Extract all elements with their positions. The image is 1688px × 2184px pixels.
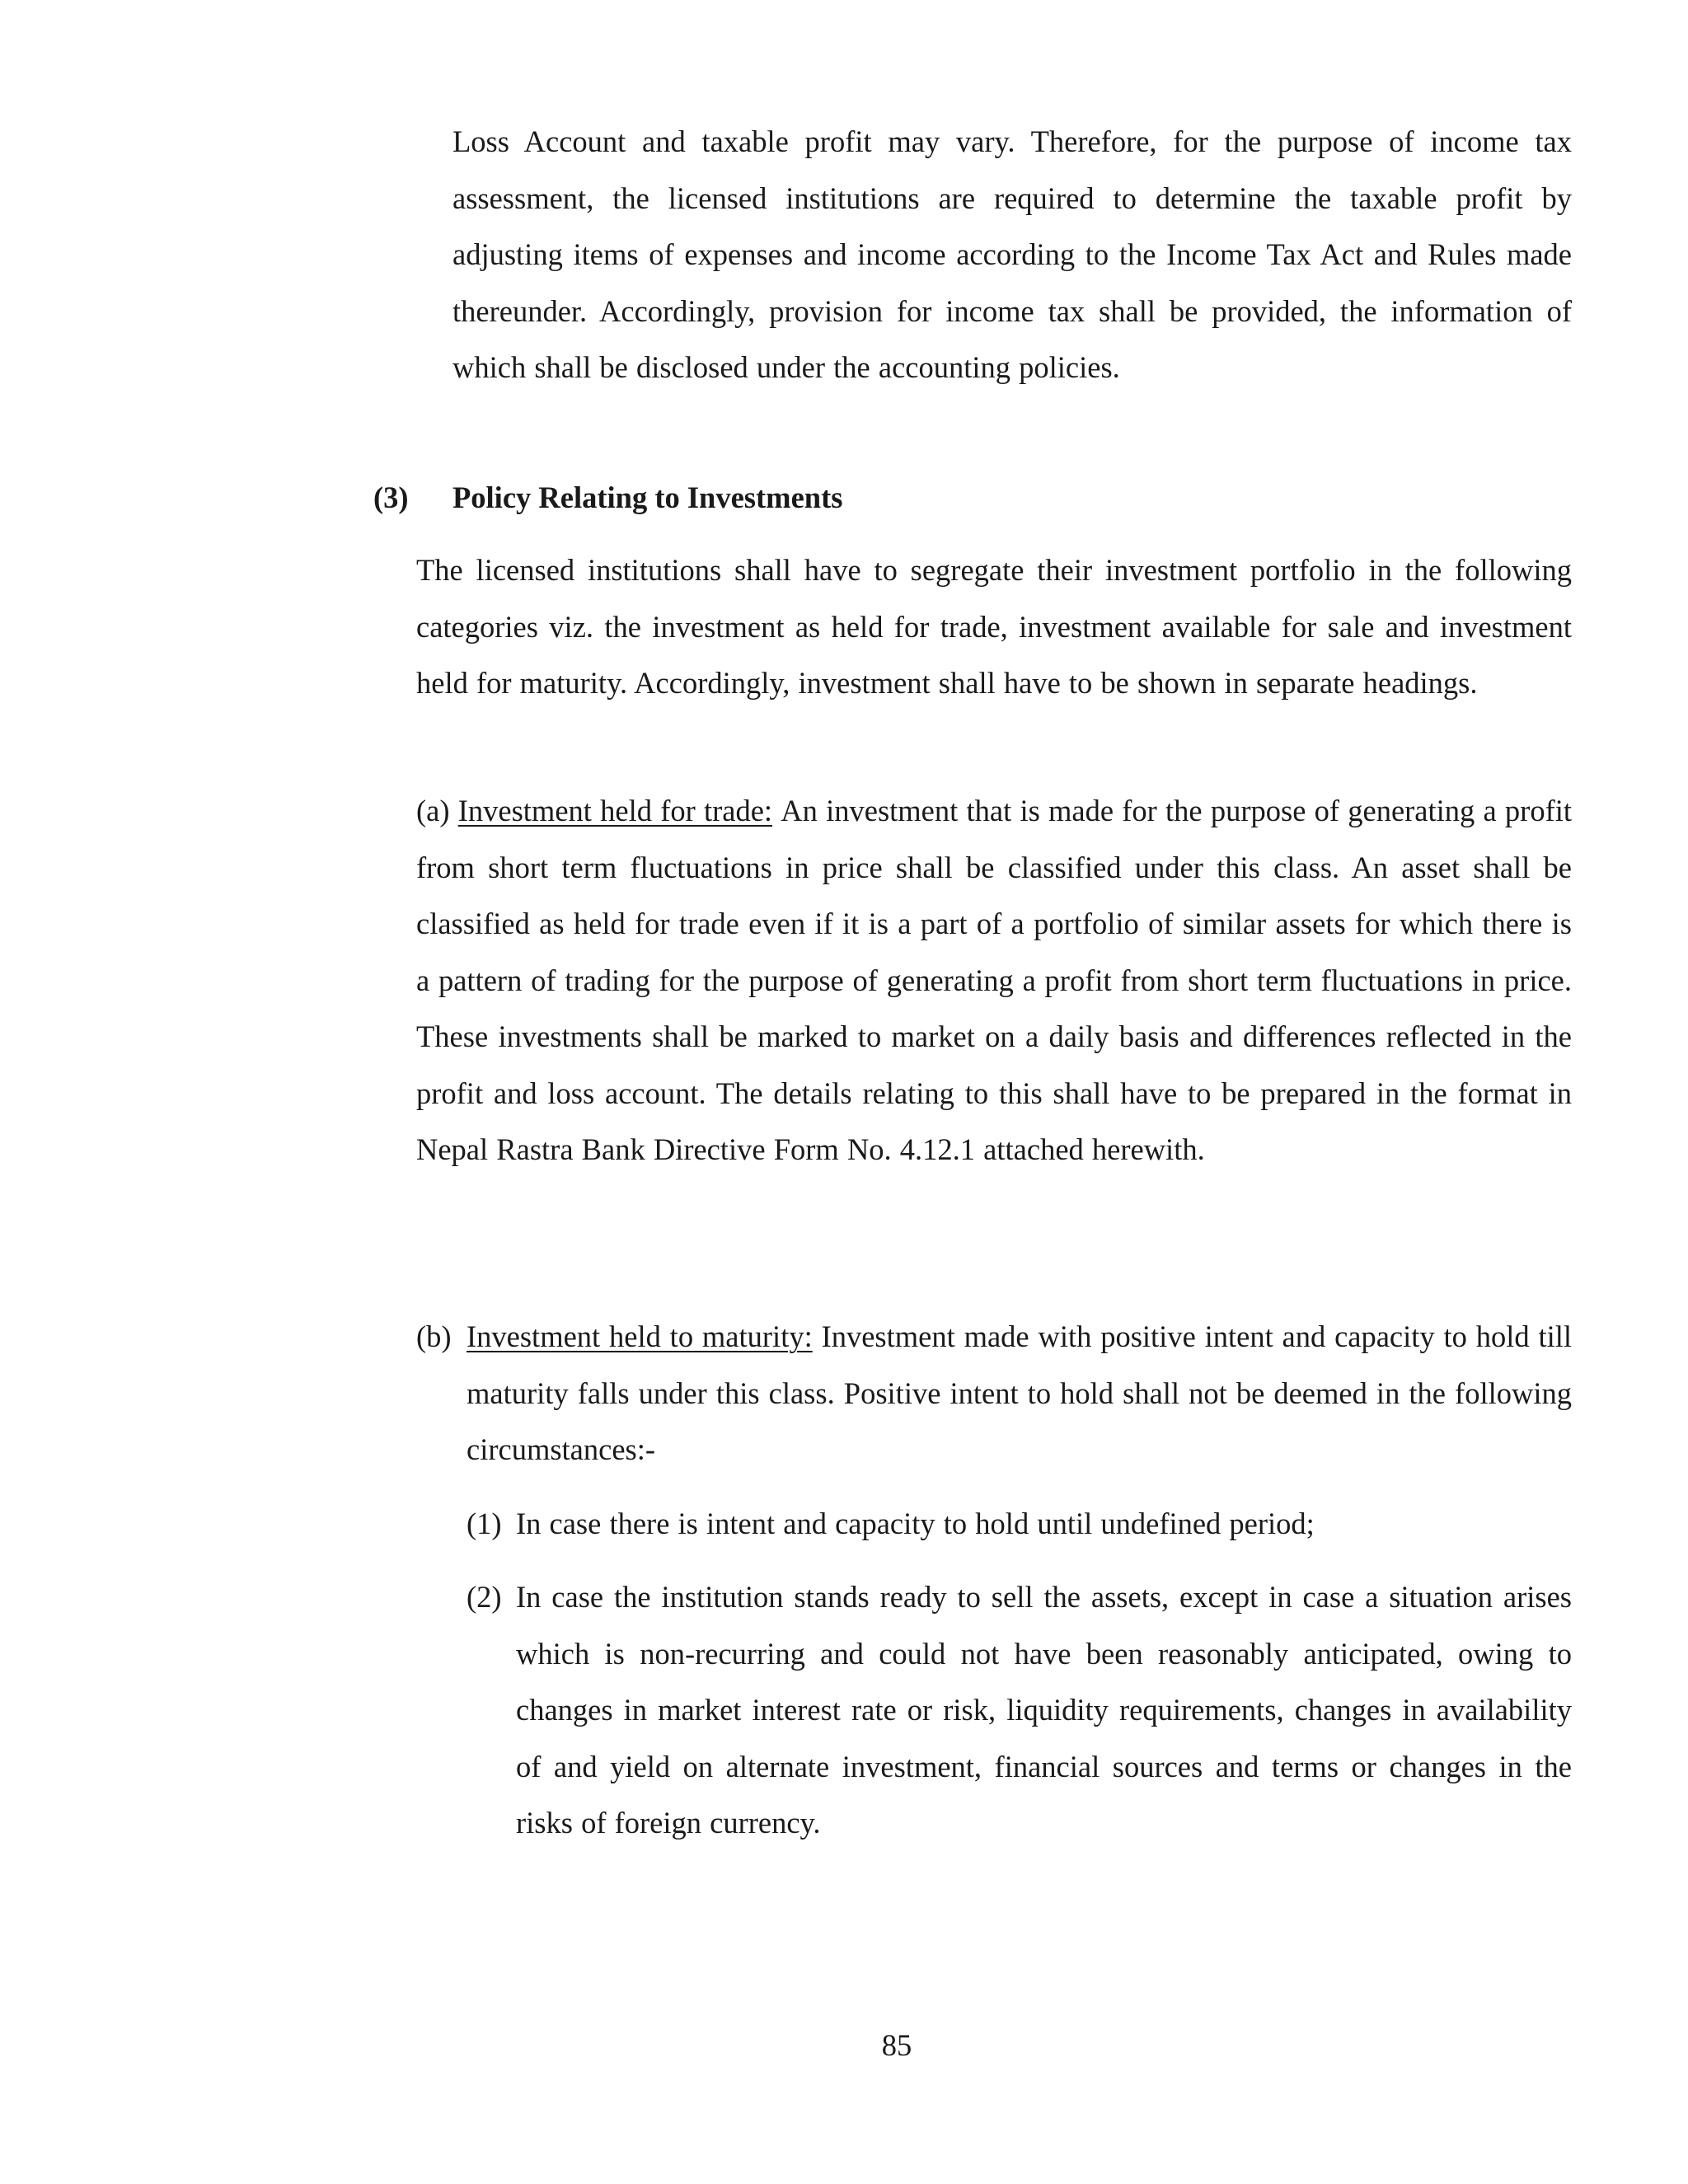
- item-b-term: Investment held to maturity:: [467, 1319, 813, 1353]
- section-title: Policy Relating to Investments: [452, 480, 843, 514]
- sub-item-2-marker: (2): [467, 1580, 502, 1614]
- item-a-text: An investment that is made for the purpose of generating a profit from short term fluctuations in price shall be classified under this class. An asset shall be classified as held for trade even if it is a part of a portfolio of similar assets for which there is a pattern of trading for the purpose of generating a profit from short term fluctuations in price. These investments shall be marked to market on a daily basis and differences reflected in the profit and loss account. The details relating to this shall have to be prepared in the format in Nepal Rastra Bank Directive Form No. 4.12.1 attached herewith.: [416, 794, 1573, 1166]
- intro-paragraph: Loss Account and taxable profit may vary. Therefore, for the purpose of income tax assessment, the licensed institutions are required to determine the taxable profit by adjusting items of expenses and income according to the Income Tax Act and Rules made thereunder. Accordingly, provision for income tax shall be provided, the information of which shall be disclosed under the accounting policies.: [452, 124, 1572, 384]
- sub-item-2: In case the institution stands ready to sell the assets, except in case a situation arises which is non-recurring and could not have been reasonably anticipated, owing to changes in market interest rate or risk, liquidity requirements, changes in availability of and yield on alternate investment, financial sources and terms or changes in the risks of foreign currency.: [516, 1580, 1572, 1840]
- page-number: 85: [881, 2028, 912, 2062]
- item-a: [416, 783, 1572, 1179]
- sub-item-1-marker: (1): [467, 1507, 502, 1540]
- section-paragraph: The licensed institutions shall have to segregate their investment portfolio in the following categories viz. the investment as held for trade, investment available for sale and investment held for maturity. Accordingly, investment shall have to be shown in separate headings.: [416, 553, 1572, 700]
- item-b-marker: (b): [416, 1319, 452, 1353]
- item-b: [467, 1309, 1572, 1479]
- item-a-term: Investment held for trade:: [457, 794, 773, 827]
- item-a-marker: (a): [416, 794, 450, 827]
- sub-item-1: In case there is intent and capacity to hold until undefined period;: [516, 1507, 1315, 1540]
- item-b-text: Investment made with positive intent and capacity to hold till maturity falls under this class. Positive intent to hold shall not be deemed in the following circumstances:-: [467, 1319, 1573, 1466]
- section-number: (3): [373, 480, 409, 514]
